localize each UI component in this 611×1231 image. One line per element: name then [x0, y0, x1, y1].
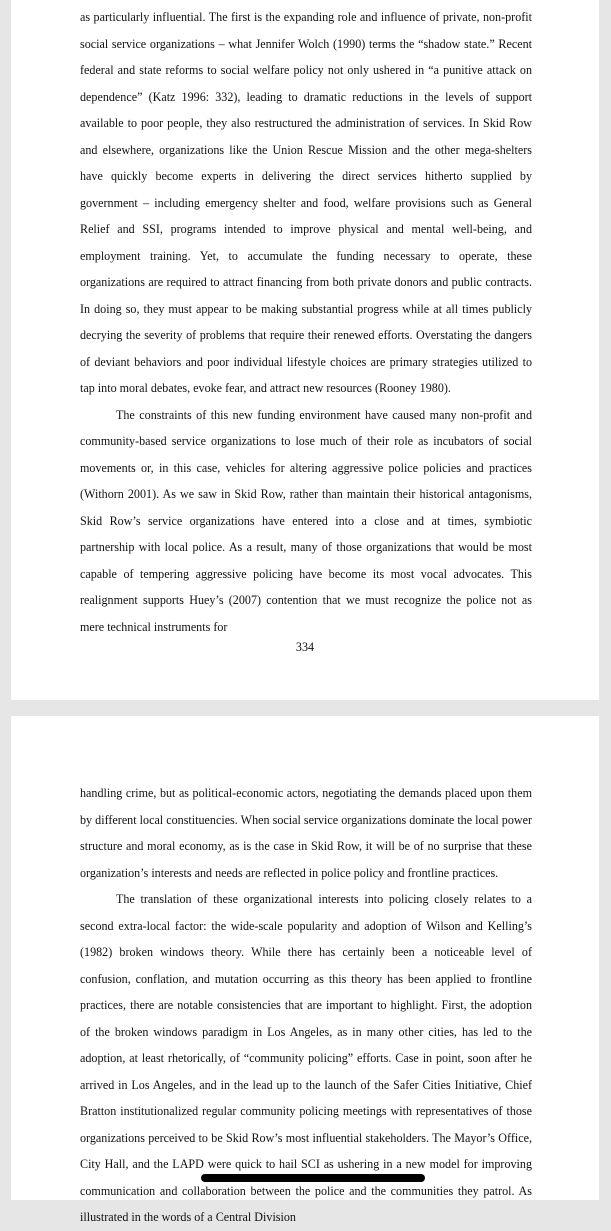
- document-page-2: [11, 716, 599, 1224]
- page-1-paragraph-1: as particularly influential. The first is the expanding role and influence of private, non-profit social service organizations – what Jennifer Wolch (1990) terms the “shadow state.” Recent federal and state reforms to social welfare policy not only ushered in “a punitive attack on dependence” (Katz 1996: 332), leading to dramatic reductions in the levels of support available to poor people, they also restructured the administration of services. In Skid Row and elsewhere, organizations like the Union Rescue Mission and the other mega-shelters have quickly become experts in delivering the direct services hitherto supplied by government – including emergency shelter and food, welfare provisions such as General Relief and SSI, programs intended to improve physical and mental well-being, and employment training. Yet, to accumulate the funding necessary to operate, these organizations are required to attract financing from both private donors and public contracts. In doing so, they must appear to be making substantial progress while at all times publicly decrying the severity of problems that require their renewed efforts. Overstating the dangers of deviant behaviors and poor individual lifestyle choices are primary strategies utilized to tap into moral debates, evoke fear, and attract new resources (Rooney 1980).: [80, 10, 532, 395]
- page-1-body-text: [80, 4, 532, 640]
- page-number: 334: [295, 640, 315, 654]
- document-page-1: [11, 0, 599, 700]
- page-2-body-text: [80, 780, 532, 1231]
- page-2-paragraph-1: handling crime, but as political-economic actors, negotiating the demands placed upon them by different local constituencies. When social service organizations dominate the local power structure and moral economy, as is the case in Skid Row, it will be of no surprise that these organization’s interests and needs are reflected in police policy and frontline practices.: [80, 786, 532, 880]
- redaction-mark: [201, 1174, 425, 1182]
- page-1-paragraph-2: The constraints of this new funding environment have caused many non-profit and community-based service organizations to lose much of their role as incubators of social movements or, in this case, vehicles for altering aggressive police policies and practices (Withorn 2001). As we saw in Skid Row, rather than maintain their historical antagonisms, Skid Row’s service organizations have entered into a close and at times, symbiotic partnership with local police. As a result, many of those organizations that would be most capable of tempering aggressive policing have become its most vocal advocates. This realignment supports Huey’s (2007) contention that we must recognize the police not as mere technical instruments for: [80, 407, 532, 634]
- page-2-paragraph-2: The translation of these organizational interests into policing closely relates to a second extra-local factor: the wide-scale popularity and adoption of Wilson and Kelling’s (1982) broken windows theory. While there has certainly been a noticeable level of confusion, conflation, and mutation occurring as this theory has been applied to frontline practices, there are notable consistencies that are important to highlight. First, the adoption of the broken windows paradigm in Los Angeles, as in many other cities, has led to the adoption, at least rhetorically, of “community policing” efforts. Case in point, soon after he arrived in Los Angeles, and in the lead up to the launch of the Safer Cities Initiative, Chief Bratton institutionalized regular community policing meetings with representatives of those organizations perceived to be Skid Row’s most influential stakeholders. The Mayor’s Office, City Hall, and the LAPD were quick to hail SCI as ushering in a new model for improving communication and collaboration between the police and the communities they patrol. As illustrated in the words of a Central Division: [80, 892, 532, 1224]
